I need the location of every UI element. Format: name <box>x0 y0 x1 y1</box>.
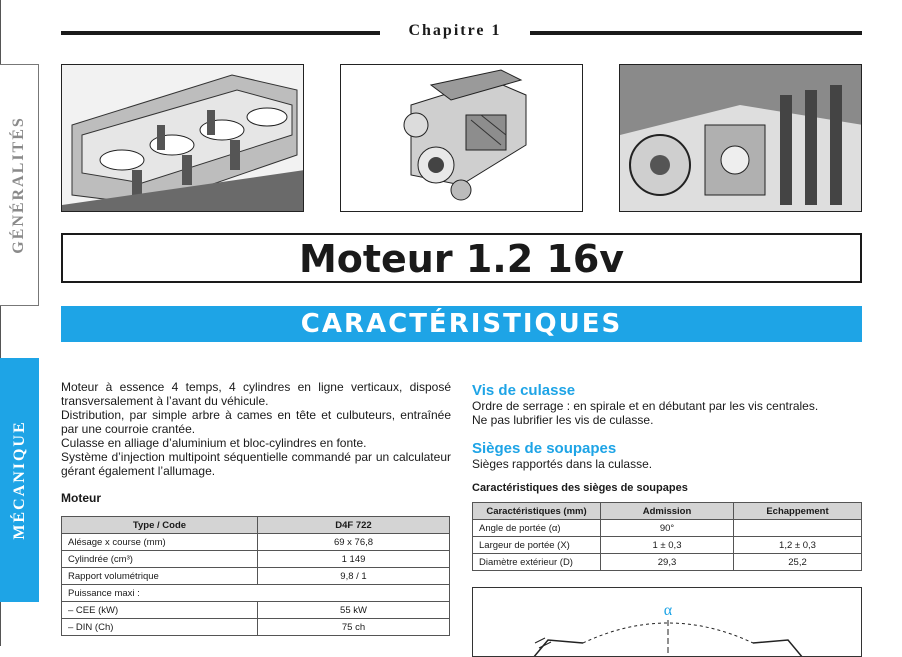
intro-line: Distribution, par simple arbre à cames en tête et culbuteurs, entraînée par une courroie crantée. <box>61 408 451 436</box>
culasse-line: Ne pas lubrifier les vis de culasse. <box>472 413 654 427</box>
moteur-table <box>61 516 450 636</box>
table-row <box>62 619 450 636</box>
sieges-line: Sièges rapportés dans la culasse. <box>472 457 653 471</box>
section-banner <box>61 306 862 342</box>
table-header-row <box>62 517 450 534</box>
chapter-rule-right <box>530 31 862 35</box>
intro-text <box>61 380 451 478</box>
table-cell: 69 x 76,8 <box>258 534 450 551</box>
culasse-line: Ordre de serrage : en spirale et en débutant par les vis centrales. <box>472 399 819 413</box>
table-row <box>62 602 450 619</box>
table-cell: – DIN (Ch) <box>62 619 258 636</box>
table-cell: 75 ch <box>258 619 450 636</box>
sieges-heading: Sièges de soupapes <box>472 440 617 457</box>
tab-generalites[interactable] <box>0 64 39 306</box>
table-cell: Rapport volumétrique <box>62 568 258 585</box>
intro-line: Moteur à essence 4 temps, 4 cylindres en ligne verticaux, disposé transversalement à l’avant du véhicule. <box>61 380 451 408</box>
valve-seat-diagram <box>472 587 862 657</box>
table-cell <box>734 520 862 537</box>
tab-generalites-label: GÉNÉRALITÉS <box>10 116 27 254</box>
table-cell: Largeur de portée (X) <box>473 537 601 554</box>
engine-photo-valvetrain <box>61 64 304 212</box>
table-cell: Diamètre extérieur (D) <box>473 554 601 571</box>
tab-mecanique[interactable] <box>0 358 39 602</box>
section-title: CARACTÉRISTIQUES <box>300 309 623 339</box>
sieges-table <box>472 502 862 571</box>
table-header-row <box>473 503 862 520</box>
table-row <box>62 568 450 585</box>
tab-mecanique-label: MÉCANIQUE <box>10 420 28 540</box>
chapter-title: Chapitre 1 <box>380 22 530 40</box>
chapter-rule-left <box>61 31 381 35</box>
table-cell: Alésage x course (mm) <box>62 534 258 551</box>
table-header: Type / Code <box>62 517 258 534</box>
table-header: D4F 722 <box>258 517 450 534</box>
table-cell: Cylindrée (cm³) <box>62 551 258 568</box>
title-box <box>61 233 862 283</box>
table-cell: 25,2 <box>734 554 862 571</box>
table-cell: 29,3 <box>601 554 734 571</box>
intro-line: Culasse en alliage d’aluminium et bloc-cylindres en fonte. <box>61 436 367 450</box>
table-cell: Puissance maxi : <box>62 585 450 602</box>
page-title: Moteur 1.2 16v <box>298 237 625 281</box>
table-row <box>473 537 862 554</box>
table-header: Caractéristiques (mm) <box>473 503 601 520</box>
table-row <box>473 554 862 571</box>
culasse-heading: Vis de culasse <box>472 382 576 399</box>
table-cell: 9,8 / 1 <box>258 568 450 585</box>
table-cell: 1,2 ± 0,3 <box>734 537 862 554</box>
alpha-label: α <box>663 602 673 619</box>
table-cell: Angle de portée (α) <box>473 520 601 537</box>
engine-photo-crankcase <box>619 64 862 212</box>
table-row <box>473 520 862 537</box>
intro-line: Système d’injection multipoint séquentielle commandé par un calculateur gérant également l’allumage. <box>61 450 451 478</box>
table-header: Admission <box>601 503 734 520</box>
table-header: Echappement <box>734 503 862 520</box>
table-row <box>62 551 450 568</box>
table-cell: 55 kW <box>258 602 450 619</box>
table-cell: 1 149 <box>258 551 450 568</box>
table-row <box>62 534 450 551</box>
engine-photo-cutaway <box>340 64 583 212</box>
sieges-table-title: Caractéristiques des sièges de soupapes <box>472 482 688 494</box>
table-cell: 90° <box>601 520 734 537</box>
valve-seat-drawing <box>473 588 862 657</box>
table-cell: – CEE (kW) <box>62 602 258 619</box>
moteur-heading: Moteur <box>61 491 101 505</box>
table-row <box>62 585 450 602</box>
table-cell: 1 ± 0,3 <box>601 537 734 554</box>
